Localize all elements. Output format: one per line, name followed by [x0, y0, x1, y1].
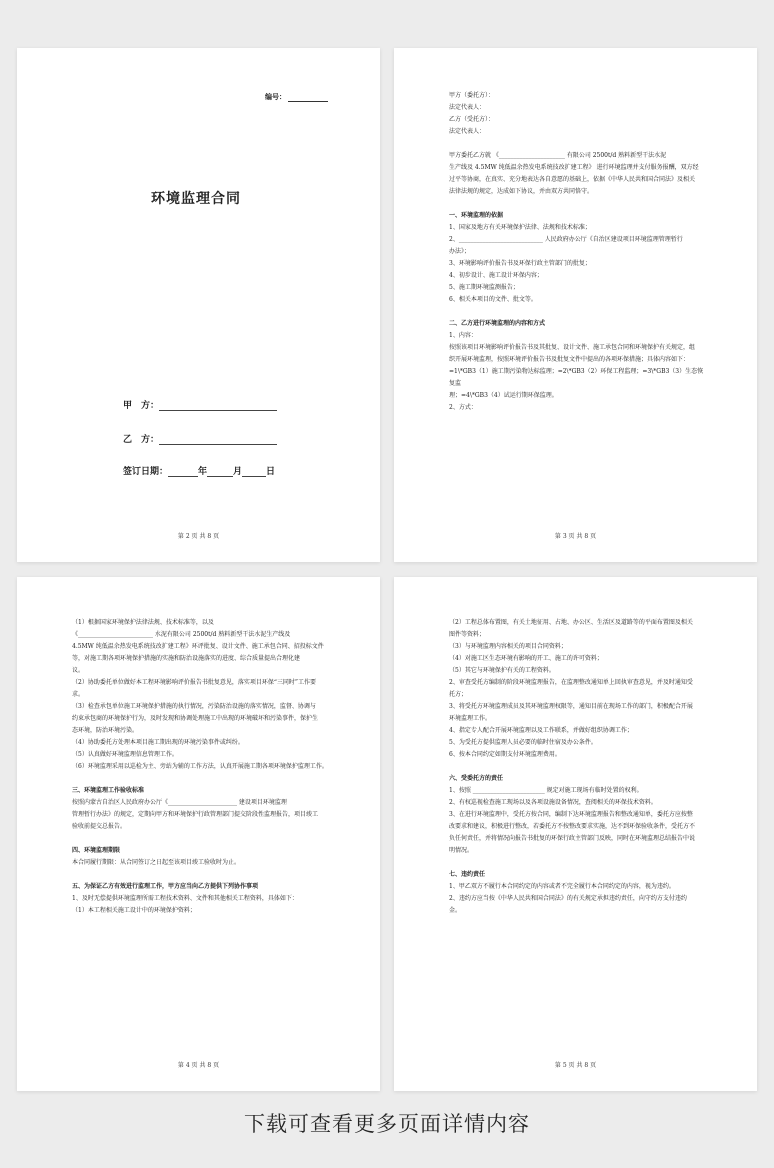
text-line: 2、____________________________ 人民政府办公厅《自治区建设项目环境监理管理暂行 — [449, 236, 683, 243]
page-body — [449, 90, 709, 414]
text-line: （5）其它与环境保护有关的工程资料。 — [449, 667, 555, 674]
text-line: 理；=4\*GB3（4）试运行期环保监理。 — [449, 392, 558, 399]
blank-line — [449, 198, 709, 210]
day-label: 日 — [266, 467, 276, 477]
month-label: 月 — [233, 467, 243, 477]
text-line: 改要求和建议，积极进行整改，若委托方不按整改要求实施，达不到环保验收条件，受托方不 — [449, 823, 696, 830]
blank-line — [72, 773, 332, 785]
text-line: 环境监理工作。 — [449, 715, 492, 722]
page-footer: 第 3 页 共 8 页 — [554, 533, 597, 540]
text-line: （1）根据国家环境保护法律法规、技术标准等，以及 — [72, 619, 214, 626]
text-line: 法定代表人： — [449, 104, 486, 111]
text-line: 甲方（委托方）： — [449, 92, 495, 99]
text-line: 2、方式： — [449, 404, 477, 411]
document-page-4 — [17, 577, 380, 1091]
text-line: 1、及时无偿提供环境监理所需工程技术资料、文件和其他相关工程资料，具体如下： — [72, 895, 298, 902]
text-line: 议。 — [72, 667, 85, 674]
text-line: （2）协助委托单位做好本工程环境影响评价报告书批复意见，落实项目环保“三同时”工作要 — [72, 679, 316, 686]
text-line: 《_________________________ 水泥有限公司 2500t/d 熟料新型干法水泥生产线及 — [72, 631, 291, 638]
text-line: 4.5MW 纯低温余热发电系统技改扩建工程》环评批复、设计文件、施工承包合同、招投标文件 — [72, 643, 324, 650]
page-body — [72, 617, 332, 917]
text-line: 2、有权巡视检查施工现场以及各项设施设备情况，查阅相关的环保技术资料。 — [449, 799, 657, 806]
text-line: 3、在进行环境监理中，受托方按合同，编制下达环境监理报告和整改通知单，委托方应按整 — [449, 811, 693, 818]
text-line: 验收前提交总报告。 — [72, 823, 127, 830]
party-a-line — [123, 398, 277, 411]
party-a-field — [159, 400, 277, 411]
text-line: 甲方委托乙方就 《______________________ 有限公司 2500t/d 熟料新型干法水泥 — [449, 152, 667, 159]
document-page-2 — [17, 48, 380, 562]
text-line: 4、指定专人配合开展环境监理以及工作联系，并做好组织协调工作； — [449, 727, 633, 734]
text-line: 1、国家及地方有关环境保护法律、法规和技术标准； — [449, 224, 591, 231]
blank-line — [449, 306, 709, 318]
section-heading: 五、为保证乙方有效进行监理工作，甲方应当向乙方提供下列协作事项 — [72, 883, 259, 890]
text-line: 2、违约方应当按《中华人民共和国合同法》的有关规定承担违约责任，向守约方支付违约 — [449, 895, 687, 902]
text-line: 乙方（受托方）： — [449, 116, 495, 123]
contract-number-field — [288, 101, 328, 102]
section-heading: 六、受委托方的责任 — [449, 775, 504, 782]
blank-line — [449, 857, 709, 869]
text-line: 本合同履行期限：从合同签订之日起至该项目竣工验收时为止。 — [72, 859, 241, 866]
text-line: 明情况。 — [449, 847, 474, 854]
page-footer: 第 5 页 共 8 页 — [554, 1062, 597, 1069]
text-line: 金。 — [449, 907, 462, 914]
text-line: 6、相关本项目的文件、批文等。 — [449, 296, 537, 303]
text-line: 过平等协商，在真实、充分地表达各自意愿的基础上，依据《中华人民共和国合同法》及相关 — [449, 176, 696, 183]
page-body — [449, 617, 709, 917]
section-heading: 三、环境监理工作验收标准 — [72, 787, 145, 794]
contract-number-label: 编号： — [265, 93, 286, 101]
party-b-field — [159, 434, 277, 445]
text-line: （6）环境监理采用以巡检为主、旁站为辅的工作方法，认真开展施工期各项环境保护监理工作。 — [72, 763, 328, 770]
party-a-label: 甲 方： — [123, 401, 160, 411]
sign-date-label: 签订日期： — [123, 467, 169, 477]
text-line: 6、按本合同约定如期支付环境监理费用。 — [449, 751, 561, 758]
text-line: 法定代表人： — [449, 128, 486, 135]
text-line: 生产线及 4.5MW 纯低温余热发电系统技改扩建工程》 进行环境监理并支付服务报酬，双方经 — [449, 164, 699, 171]
document-page-3 — [394, 48, 757, 562]
sign-date-line — [123, 464, 275, 477]
text-line: （3）与环境监理内容相关的项目合同资料； — [449, 643, 567, 650]
text-line: 按照该项目环境影响评价报告书及其批复、设计文件、施工承包合同和环境保护有关规定，组 — [449, 344, 696, 351]
text-line: 3、将受托方环境监理成员及其环境监理权限等，通知目前在现场工作的部门，积极配合开展 — [449, 703, 693, 710]
party-b-label: 乙 方： — [123, 435, 160, 445]
text-line: 按照内蒙古自治区人民政府办公厅《_______________________ 建设项目环境监理 — [72, 799, 287, 806]
text-line: 负任何责任，并将情况向报告书批复的环保行政主管部门反映，同时在环境监理总结报告中说 — [449, 835, 696, 842]
text-line: 管理暂行办法》的规定，定期向甲方和环境保护行政管理部门提交阶段性监理报告，项目竣工 — [72, 811, 319, 818]
document-page-5 — [394, 577, 757, 1091]
text-line: =1\*GB3（1）施工期污染物达标监理；=2\*GB3（2）环保工程监理；=3\*GB3（3）生态恢复监 — [449, 368, 704, 387]
blank-line — [72, 869, 332, 881]
text-line: （5）认真做好环境监理信息管理工作。 — [72, 751, 178, 758]
section-heading: 七、违约责任 — [449, 871, 486, 878]
text-line: （1）本工程相关施工设计中的环境保护资料； — [72, 907, 196, 914]
text-line: 求。 — [72, 691, 85, 698]
download-caption: 下载可查看更多页面详情内容 — [244, 1112, 530, 1136]
text-line: 态环境，防治环境污染。 — [72, 727, 139, 734]
text-line: 法律法规的规定，达成如下协议，并由双方共同恪守。 — [449, 188, 594, 195]
blank-line — [72, 833, 332, 845]
text-line: （4）协助委托方处理本项目施工期出现的环境污染事件或纠纷。 — [72, 739, 244, 746]
contract-number — [265, 92, 328, 102]
text-line: 4、初步设计、施工设计环保内容； — [449, 272, 543, 279]
party-b-line — [123, 432, 277, 445]
text-line: （2）工程总体布置图，有关土地征用、占地、办公区、生活区及道路等的平面布置图及相关 — [449, 619, 693, 626]
day-field — [242, 467, 266, 477]
page-title: 环境监理合同 — [151, 191, 241, 207]
month-field — [207, 467, 233, 477]
text-line: 图件等资料； — [449, 631, 486, 638]
text-line: 约束承包商的环境保护行为，及时发现和协调处理施工中出现的环境破坏和污染事件，保护生 — [72, 715, 319, 722]
text-line: 等，对施工期各项环境保护措施的实施和防治设施落实的进度、综合质量提出合理化建 — [72, 655, 301, 662]
section-heading: 四、环境监理期限 — [72, 847, 121, 854]
year-label: 年 — [198, 467, 208, 477]
text-line: 5、施工期环境监测报告； — [449, 284, 519, 291]
text-line: 3、环境影响评价报告书及环保行政主管部门的批复； — [449, 260, 591, 267]
text-line: 托方； — [449, 691, 468, 698]
blank-line — [449, 138, 709, 150]
section-heading: 二、乙方进行环境监理的内容和方式 — [449, 320, 546, 327]
year-field — [168, 467, 198, 477]
text-line: 办法》； — [449, 248, 471, 255]
text-line: （3）检查承包单位施工环境保护措施的执行情况，污染防治设施的落实情况，监督、协调与 — [72, 703, 316, 710]
text-line: （4）对施工区生态环境有影响的开工、施工的许可资料； — [449, 655, 603, 662]
text-line: 5、为受托方提供监理人员必要的临时住宿及办公条件。 — [449, 739, 597, 746]
page-footer: 第 4 页 共 8 页 — [177, 1062, 220, 1069]
text-line: 1、内容： — [449, 332, 477, 339]
text-line: 1、按照 ________________________ 规定对施工现场有临时处置的权利。 — [449, 787, 643, 794]
section-heading: 一、环境监理的依据 — [449, 212, 504, 219]
blank-line — [449, 761, 709, 773]
text-line: 2、审查受托方编制的阶段环境监理报告，在监理整改通知单上回执审查意见，并及时通知受 — [449, 679, 693, 686]
text-line: 1、甲乙双方不履行本合同约定的内容或者不完全履行本合同约定的内容，视为违约。 — [449, 883, 675, 890]
text-line: 织开展环境监理，按照环境评价报告书及批复文件中提出的各项环保措施；具体内容如下： — [449, 356, 690, 363]
page-footer: 第 2 页 共 8 页 — [177, 533, 220, 540]
